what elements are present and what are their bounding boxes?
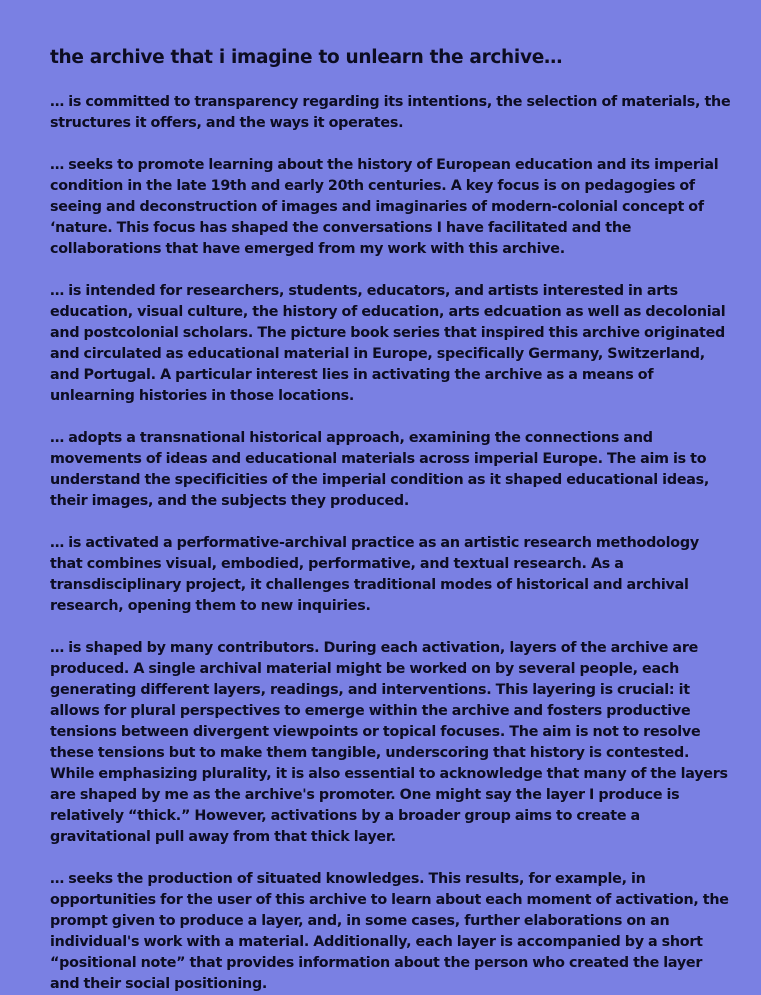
paragraph-contributors: … is shaped by many contributors. During each activation, layers of the archive are produced. A single archival material might be worked on by several people, each generating different layers, readings, and interventions. This layering is crucial: it allows for plural perspectives to emerge within the archive and fosters productive tensions between divergent viewpoints or topical focuses. The aim is not to resolve these tensions but to make them tangible, underscoring that history is contested. While emphasizing plurality, it is also essential to acknowledge that many of the layers are shaped by me as the archive's promoter. One might say the layer I produce is relatively “thick.” However, activations by a broader group aims to create a gravitational pull away from that thick layer. (50, 640, 728, 845)
paragraph-transnational-approach: … adopts a transnational historical approach, examining the connections and movements of ideas and educational materials across imperial Europe. The aim is to understand the specificities of the imperial condition as it shaped educational ideas, their images, and the subjects they produced. (50, 430, 710, 509)
paragraph-performative-practice: … is activated a performative-archival practice as an artistic research methodology that combines visual, embodied, performative, and textual research. As a transdisciplinary project, it challenges traditional modes of historical and archival research, opening them to new inquiries. (50, 535, 699, 614)
page-title: the archive that i imagine to unlearn the archive… (50, 47, 563, 68)
paragraph-situated-knowledges: … seeks the production of situated knowledges. This results, for example, in opportunities for the user of this archive to learn about each moment of activation, the prompt given to produce a layer, and, in some cases, further elaborations on an individual's work with a material. Additionally, each layer is accompanied by a short “positional note” that provides information about the person who created the layer and their social positioning. (50, 871, 729, 992)
paragraph-intended-audience: … is intended for researchers, students, educators, and artists interested in arts education, visual culture, the history of education, arts edcuation as well as decolonial and postcolonial scholars. The picture book series that inspired this archive originated and circulated as educational material in Europe, specifically Germany, Switzerland, and Portugal. A particular interest lies in activating the archive as a means of unlearning histories in those locations. (50, 283, 726, 404)
paragraph-transparency: … is committed to transparency regarding its intentions, the selection of materials, the structures it offers, and the ways it operates. (50, 94, 731, 131)
paragraph-learning-history: … seeks to promote learning about the history of European education and its imperial condition in the late 19th and early 20th centuries. A key focus is on pedagogies of seeing and deconstruction of images and imaginaries of modern-colonial concept of ‘nature. This focus has shaped the conversations I have facilitated and the collaborations that have emerged from my work with this archive. (50, 157, 719, 257)
